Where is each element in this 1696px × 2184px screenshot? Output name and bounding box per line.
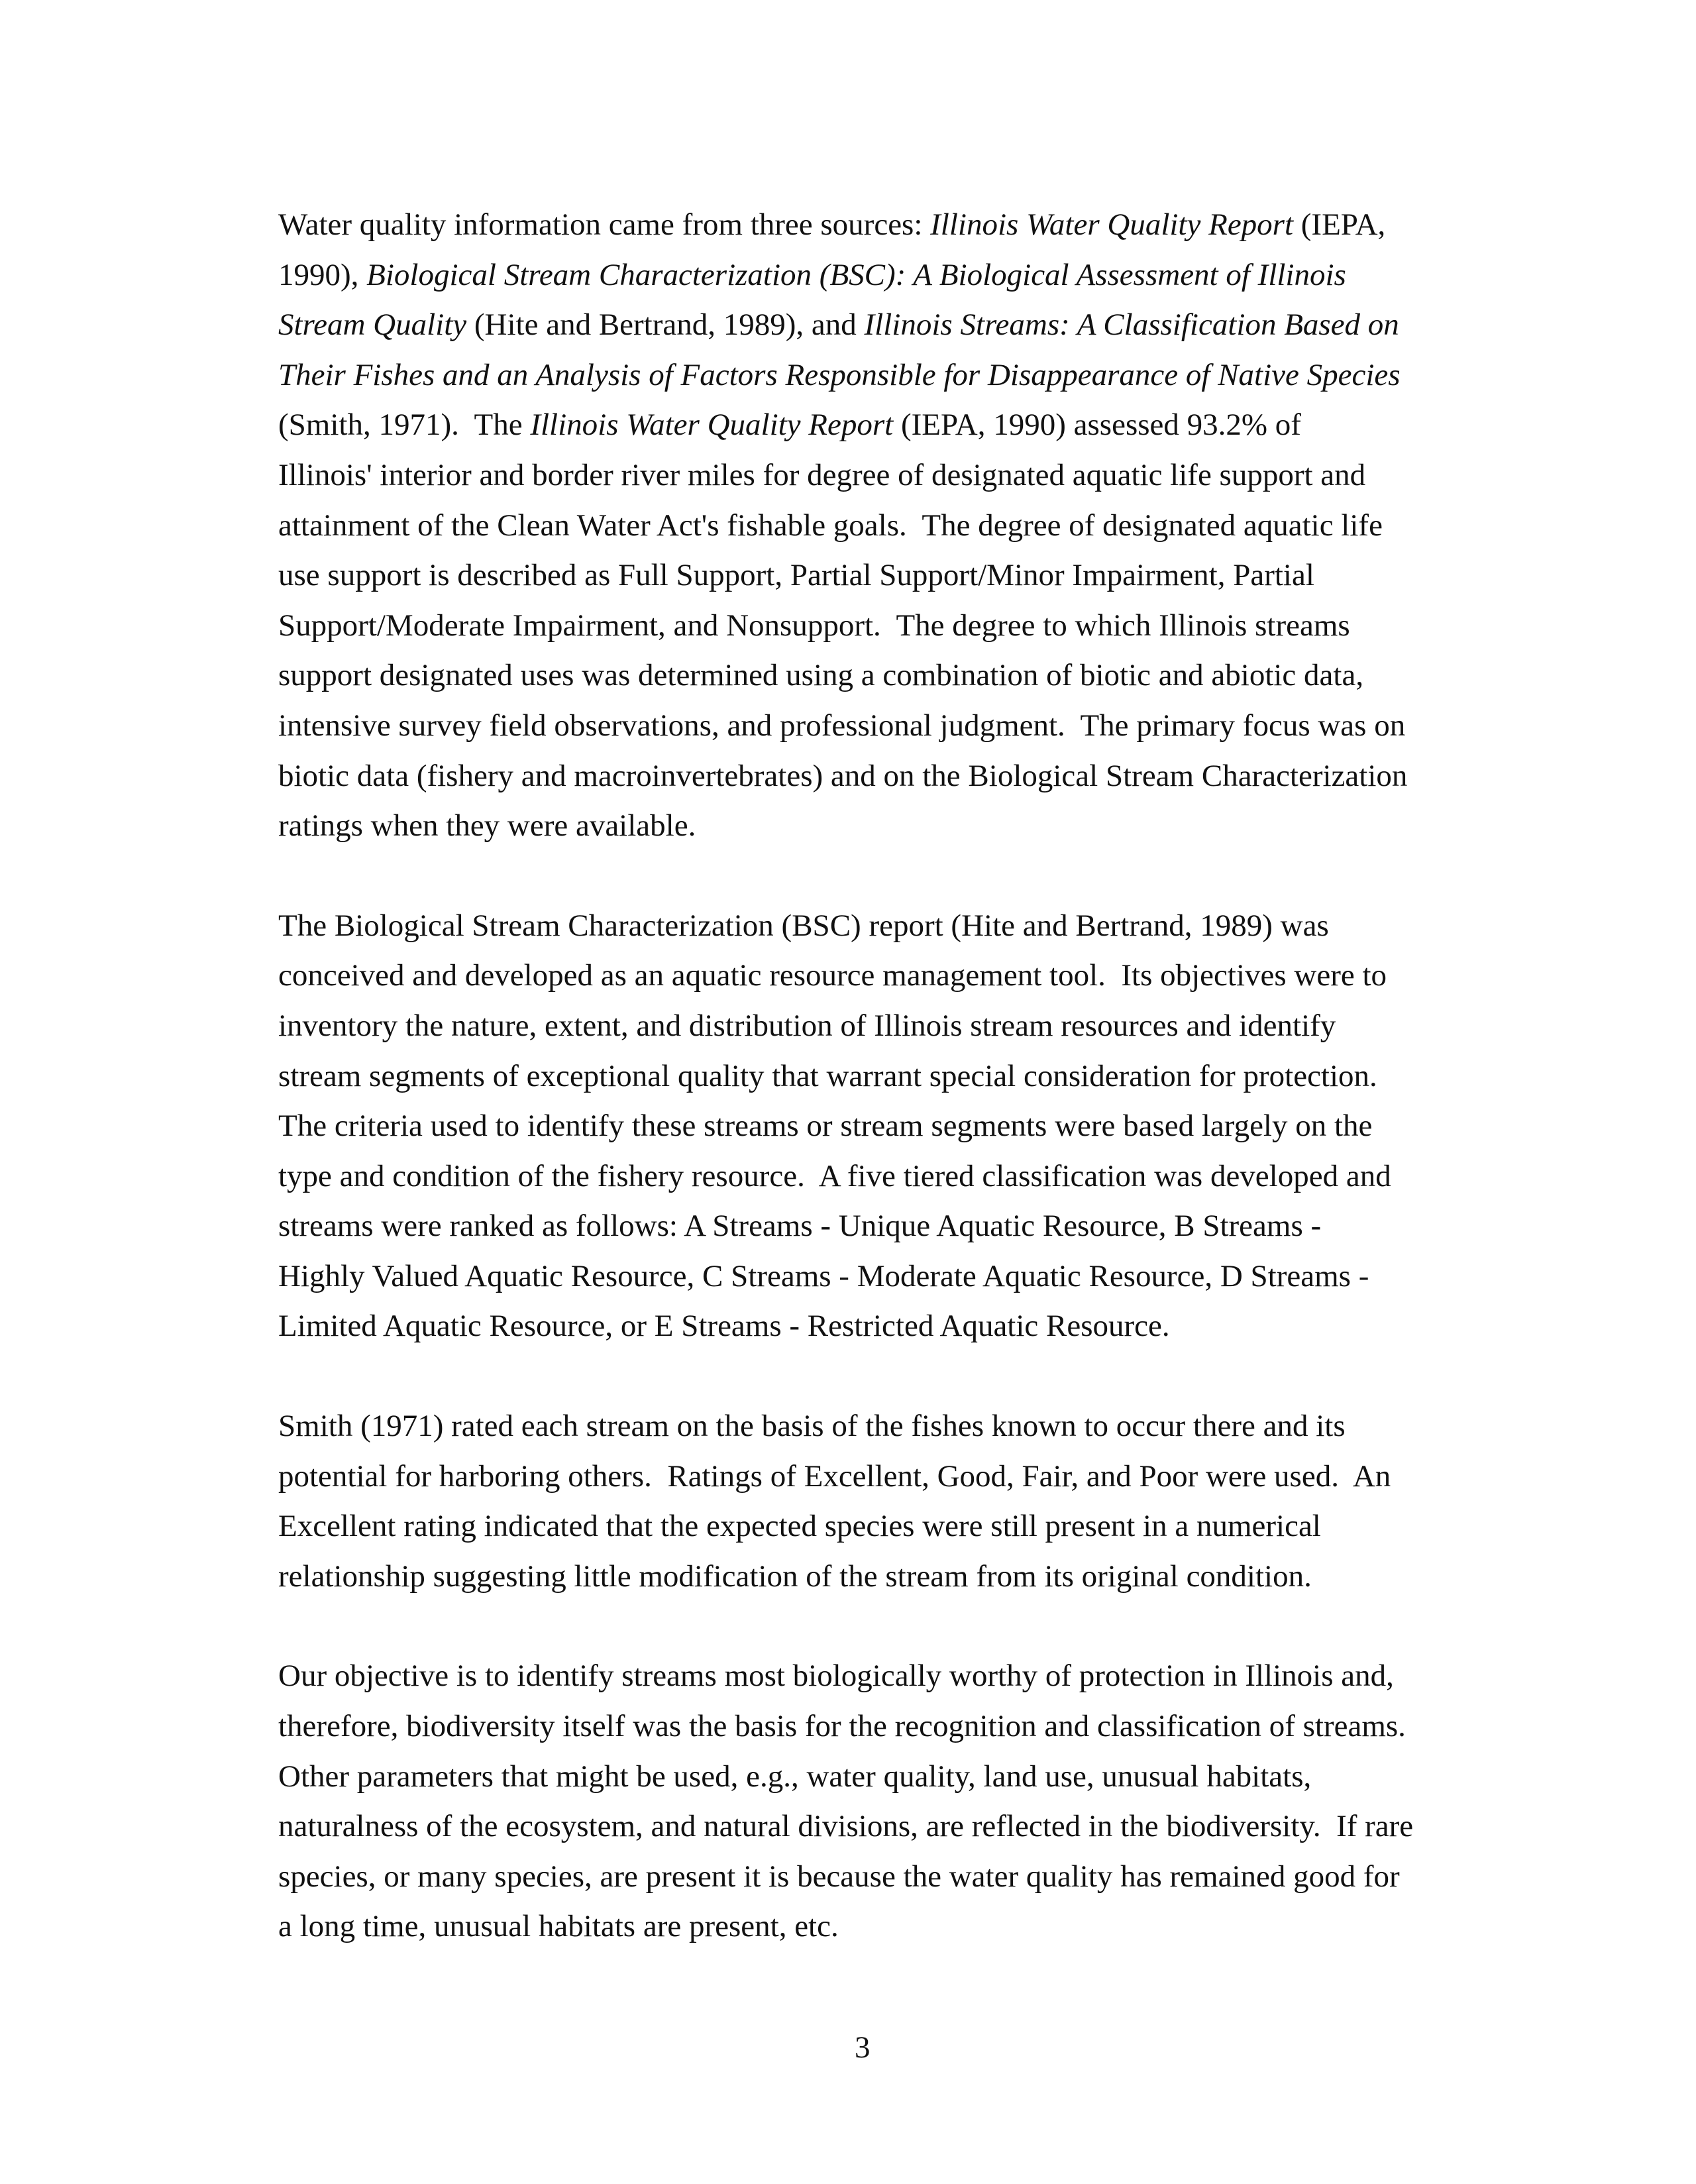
text-line [278,1301,1484,1352]
text-line [278,1401,1484,1452]
text-segment: attainment of the Clean Water Act's fishable goals. The degree of designated aquatic life [278,508,1383,543]
text-line [278,1651,1484,1702]
text-line [278,300,1484,351]
italic-title-text: Biological Stream Characterization (BSC): A Biological Assessment of Illinois [366,257,1346,292]
text-line [278,951,1484,1001]
text-line [278,651,1484,701]
text-segment: Smith (1971) rated each stream on the basis of the fishes known to occur there and its [278,1409,1346,1444]
text-segment: a long time, unusual habitats are present, etc. [278,1909,839,1944]
text-line [278,601,1484,651]
italic-title-text: Their Fishes and an Analysis of Factors Responsible for Disappearance of Native Species [278,357,1401,392]
text-line [278,351,1484,401]
text-segment: biotic data (fishery and macroinvertebrates) and on the Biological Stream Characterization [278,758,1408,793]
text-segment: relationship suggesting little modification of the stream from its original condition. [278,1558,1312,1594]
italic-title-text: Stream Quality [278,307,467,343]
text-line [278,1001,1484,1052]
text-segment: Illinois' interior and border river miles for degree of designated aquatic life support and [278,457,1366,492]
text-segment: Highly Valued Aquatic Resource, C Streams - Moderate Aquatic Resource, D Streams - [278,1258,1369,1293]
text-line [278,1702,1484,1752]
text-segment: Support/Moderate Impairment, and Nonsupport. The degree to which Illinois streams [278,608,1350,643]
text-segment: conceived and developed as an aquatic resource management tool. Its objectives were to [278,958,1387,993]
paragraph-1 [278,200,1484,851]
text-line [278,551,1484,601]
text-segment: Our objective is to identify streams most biologically worthy of protection in Illinois and, [278,1659,1394,1694]
text-segment: The criteria used to identify these streams or stream segments were based largely on the [278,1109,1373,1144]
text-segment: inventory the nature, extent, and distribution of Illinois stream resources and identify [278,1008,1336,1043]
text-segment: type and condition of the fishery resource. A five tiered classification was developed and [278,1158,1391,1193]
text-segment: (IEPA, 1990) assessed 93.2% of [893,408,1301,443]
paragraph-4 [278,1651,1484,1952]
text-line [278,250,1484,301]
text-segment: (Hite and Bertrand, 1989), and [466,307,865,343]
text-segment: The Biological Stream Characterization (BSC) report (Hite and Bertrand, 1989) was [278,908,1329,943]
text-line [278,1252,1484,1302]
text-segment: ratings when they were available. [278,808,696,844]
text-segment: (IEPA, [1293,207,1386,242]
text-line [278,1902,1484,1952]
text-segment: use support is described as Full Support, Partial Support/Minor Impairment, Partial [278,558,1314,593]
text-line [278,1201,1484,1252]
italic-title-text: Illinois Water Quality Report [930,207,1294,242]
text-line [278,400,1484,451]
text-line [278,1552,1484,1602]
paragraph-3 [278,1401,1484,1602]
text-line [278,1152,1484,1202]
text-segment: species, or many species, are present it is because the water quality has remained good for [278,1859,1400,1894]
text-line [278,701,1484,751]
text-line [278,1752,1484,1802]
paragraph-2 [278,901,1484,1352]
text-segment: therefore, biodiversity itself was the basis for the recognition and classification of streams. [278,1709,1406,1744]
text-line [278,1452,1484,1502]
text-line [278,200,1484,250]
page-number: 3 [855,2030,871,2065]
text-segment: Water quality information came from three sources: [278,207,931,242]
italic-title-text: Illinois Streams: A Classification Based on [864,307,1399,343]
text-segment: 1990), [278,257,367,292]
text-line [278,1502,1484,1552]
text-line [278,1802,1484,1852]
text-line [278,801,1484,851]
text-segment: naturalness of the ecosystem, and natural divisions, are reflected in the biodiversity. If rare [278,1809,1414,1844]
text-line [278,751,1484,802]
text-line [278,901,1484,952]
text-line [278,1852,1484,1902]
text-segment: support designated uses was determined using a combination of biotic and abiotic data, [278,658,1364,693]
text-segment: streams were ranked as follows: A Streams - Unique Aquatic Resource, B Streams - [278,1209,1322,1244]
text-segment: intensive survey field observations, and professional judgment. The primary focus was on [278,708,1406,743]
body-text [278,200,1484,1952]
text-segment: stream segments of exceptional quality that warrant special consideration for protection. [278,1058,1377,1093]
text-line [278,501,1484,551]
text-segment: Limited Aquatic Resource, or E Streams - Restricted Aquatic Resource. [278,1309,1170,1344]
text-segment: Other parameters that might be used, e.g., water quality, land use, unusual habitats, [278,1759,1312,1794]
text-segment: (Smith, 1971). The [278,408,531,443]
text-line [278,1052,1484,1102]
text-segment: potential for harboring others. Ratings of Excellent, Good, Fair, and Poor were used. An [278,1458,1391,1494]
italic-title-text: Illinois Water Quality Report [530,408,894,443]
text-line [278,1101,1484,1152]
text-line [278,451,1484,501]
text-segment: Excellent rating indicated that the expected species were still present in a numerical [278,1509,1321,1544]
